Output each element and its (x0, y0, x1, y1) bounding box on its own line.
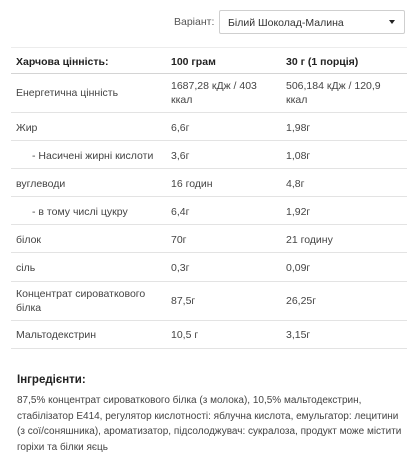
value-per-serving: 21 годину (281, 225, 407, 253)
nutrient-name: Жир (11, 113, 166, 141)
ingredients-title: Інгредієнти: (17, 374, 86, 386)
table-row (11, 74, 407, 113)
variant-label: Варіант: (174, 16, 215, 28)
nutrient-name: - в тому числі цукру (11, 197, 166, 225)
nutrient-name: Концентрат сироваткового білка (11, 282, 166, 321)
nutrient-name: вуглеводи (11, 169, 166, 197)
table-row (11, 282, 407, 321)
value-per-serving: 1,98г (281, 113, 407, 141)
value-per-100g: 16 годин (166, 169, 281, 197)
header-per-100g: 100 грам (166, 48, 281, 74)
ingredients-text: 87,5% концентрат сироваткового білка (з молока), 10,5% мальтодекстрин, стабілізатор Е414, регулятор кислотності: яблучна кислота, емульгатор: лецитини (з сої/соняшника), ароматизатор, підсолоджувач: сукралоза, продукт може містити горіхи та білки яєць (17, 395, 402, 453)
table-row (11, 141, 407, 169)
nutrition-header-row (11, 48, 407, 74)
header-nutrient: Харчова цінність: (11, 48, 166, 74)
table-row (11, 321, 407, 349)
variant-row (0, 10, 417, 34)
chevron-down-icon (389, 20, 395, 24)
value-per-100g: 10,5 г (166, 321, 281, 349)
value-per-serving: 506,184 кДж / 120,9 ккал (281, 74, 407, 113)
table-row (11, 225, 407, 253)
value-per-100g: 6,4г (166, 197, 281, 225)
value-per-100g: 3,6г (166, 141, 281, 169)
table-row (11, 253, 407, 282)
variant-select[interactable] (219, 10, 405, 34)
value-per-serving: 4,8г (281, 169, 407, 197)
nutrient-name: сіль (11, 253, 166, 282)
table-row (11, 197, 407, 225)
header-per-serving: 30 г (1 порція) (281, 48, 407, 74)
value-per-serving: 1,92г (281, 197, 407, 225)
value-per-100g: 87,5г (166, 282, 281, 321)
nutrition-table (11, 47, 407, 349)
value-per-100g: 0,3г (166, 253, 281, 282)
value-per-serving: 26,25г (281, 282, 407, 321)
value-per-100g: 70г (166, 225, 281, 253)
table-row (11, 169, 407, 197)
nutrient-name: Мальтодекстрин (11, 321, 166, 349)
value-per-serving: 1,08г (281, 141, 407, 169)
value-per-100g: 6,6г (166, 113, 281, 141)
table-row (11, 113, 407, 141)
nutrient-name: білок (11, 225, 166, 253)
value-per-serving: 3,15г (281, 321, 407, 349)
value-per-100g: 1687,28 кДж / 403 ккал (166, 74, 281, 113)
nutrient-name: Енергетична цінність (11, 74, 166, 113)
value-per-serving: 0,09г (281, 253, 407, 282)
nutrient-name: - Насичені жирні кислоти (11, 141, 166, 169)
variant-selected-value: Білий Шоколад-Малина (228, 17, 344, 29)
